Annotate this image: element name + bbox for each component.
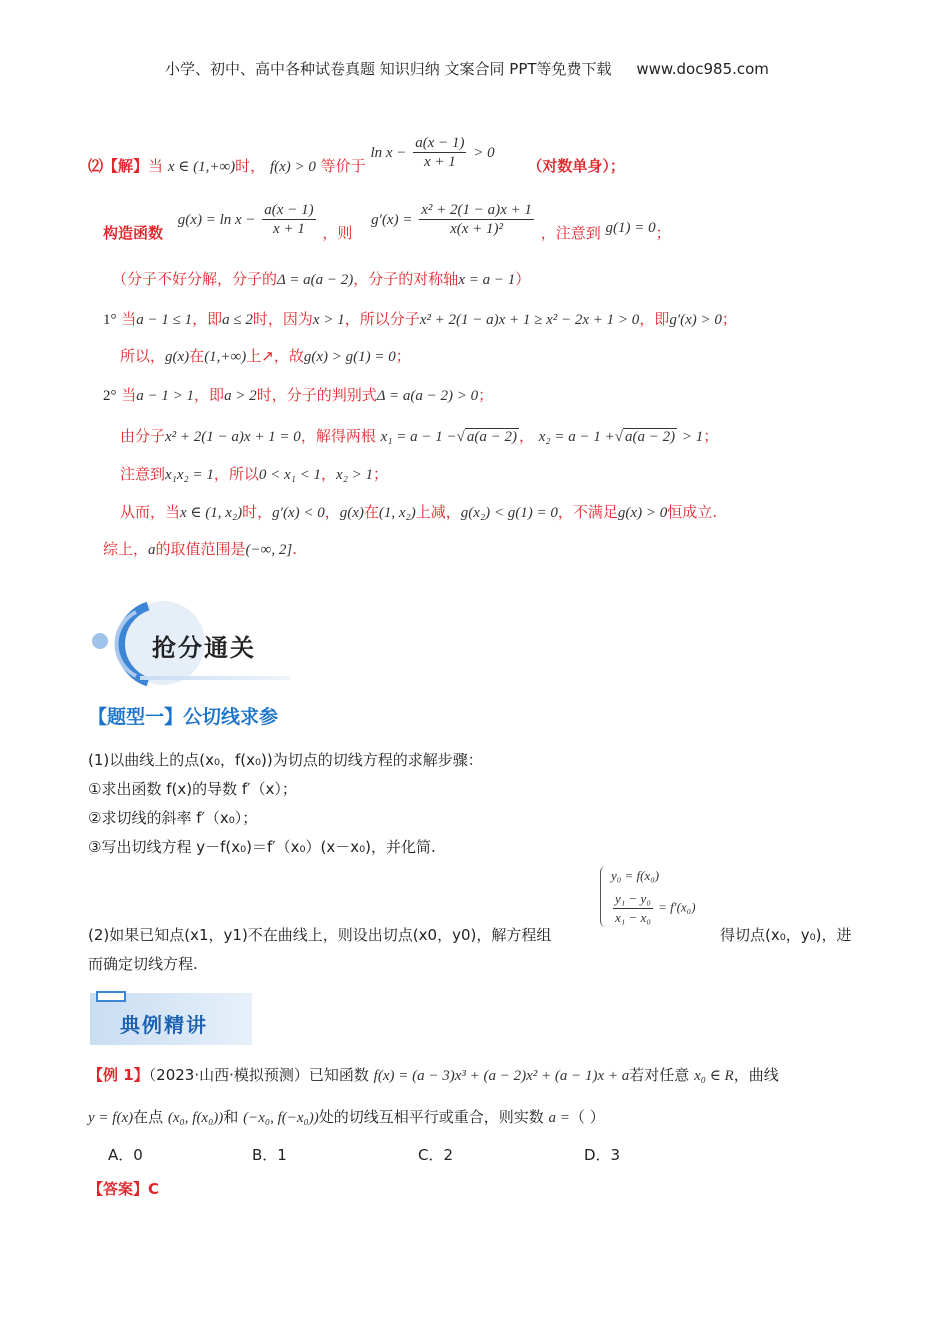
math: > 1: [681, 429, 704, 445]
math: a ≤ 2: [222, 312, 253, 328]
equation-system: [600, 866, 696, 927]
math: ln x −: [370, 145, 407, 161]
math: g′(x) > 0: [669, 312, 722, 328]
text: ；: [478, 386, 494, 404]
equation-brace: [600, 866, 696, 927]
math: = f′(x₀): [658, 899, 696, 915]
text: ，不满足: [557, 503, 618, 521]
math: x = a − 1: [458, 272, 516, 288]
type1-step1: ①求出函数 f(x)的导数 f′（x）；: [88, 780, 297, 798]
math: a(a − 2): [466, 429, 517, 445]
solution-line-1: [88, 135, 625, 185]
header-text: 小学、初中、高中各种试卷真题 知识归纳 文案合同 PPT等免费下载: [165, 60, 612, 78]
text: 的取值范围是: [155, 540, 246, 558]
math: (x₀, f(x₀)): [167, 1110, 224, 1126]
type1-p2c: 而确定切线方程.: [88, 955, 198, 973]
text: 注意到: [120, 465, 166, 483]
numerator: a(x − 1): [415, 135, 465, 151]
section-banner: [88, 598, 298, 688]
math: x ∈ (1,+∞): [167, 159, 236, 175]
math: x₂ = a − 1 +: [538, 429, 615, 445]
math: (1,+∞): [204, 349, 247, 365]
text: 时，: [242, 503, 273, 521]
example1-line1: [88, 1064, 779, 1085]
g-derivative: [371, 201, 536, 238]
text: ，即: [639, 310, 670, 328]
option-d[interactable]: D．3: [584, 1146, 621, 1164]
math: g(x) > 0: [617, 505, 668, 521]
text: （2023·山西·模拟预测）已知函数: [148, 1066, 369, 1084]
text: 时，: [235, 157, 266, 175]
math: a > 2: [224, 388, 257, 404]
text: ，: [518, 427, 534, 445]
log-inequality: [370, 134, 494, 171]
text: 由分子: [120, 427, 166, 445]
math: f(x) > 0: [269, 159, 316, 175]
case-mark: 2°: [103, 388, 117, 404]
denominator: x + 1: [273, 221, 305, 237]
example-banner: [90, 993, 252, 1045]
text: 构造函数: [103, 224, 164, 242]
math: x₂ > 1: [336, 467, 374, 483]
case-2-contradiction: [120, 501, 717, 522]
g-definition: [178, 201, 318, 238]
math: a(a − 2): [625, 429, 676, 445]
type1-step2: ②求切线的斜率 f′（x₀）；: [88, 809, 258, 827]
numerator: y₁ − y₀: [613, 890, 653, 909]
text: 若对任意: [629, 1066, 690, 1084]
text: 当: [121, 310, 137, 328]
banner-title: 抢分通关: [152, 634, 256, 662]
text: ，曲线: [733, 1066, 779, 1084]
text: ；: [655, 224, 671, 242]
text: 恒成立.: [667, 503, 717, 521]
sqrt-symbol: √: [456, 429, 465, 445]
text: .: [292, 540, 297, 558]
math: g(x) > g(1) = 0: [303, 349, 396, 365]
text: ；: [703, 427, 719, 445]
text: 处的切线互相平行或重合，则实数: [318, 1108, 544, 1126]
math: g(1) = 0: [605, 220, 656, 236]
text: 当: [121, 386, 137, 404]
text: ，解得两根: [300, 427, 376, 445]
text: ，所以: [213, 465, 259, 483]
math: a − 1 ≤ 1: [136, 312, 193, 328]
type1-p2a: (2)如果已知点(x1，y1)不在曲线上，则设出切点(x0，y0)，解方程组: [88, 926, 552, 944]
math: x² + 2(1 − a)x + 1 ≥ x² − 2x + 1 > 0: [419, 312, 640, 328]
fraction: [413, 134, 466, 171]
equation-2: [611, 890, 696, 927]
math: x ∈ (1, x₂): [180, 505, 243, 521]
text: ，注意到: [540, 224, 601, 242]
text: ，即: [192, 310, 223, 328]
math: y = f(x): [88, 1110, 134, 1126]
fraction: [613, 890, 653, 927]
fraction: [262, 201, 315, 238]
math: a =: [548, 1110, 570, 1126]
case-1-line: [103, 308, 737, 329]
sqrt-symbol: √: [614, 429, 623, 445]
text: 在: [189, 347, 205, 365]
option-c[interactable]: C．2: [418, 1146, 454, 1164]
page-header: [165, 58, 769, 79]
fraction: [419, 201, 534, 238]
numerator: x² + 2(1 − a)x + 1: [421, 202, 532, 218]
text: 时，因为: [252, 310, 313, 328]
equation-1: y₀ = f(x₀): [611, 868, 660, 883]
example-label: 【例 1】: [88, 1066, 149, 1084]
type1-title: 【题型一】公切线求参: [88, 706, 279, 728]
math: x₁ = a − 1 −: [380, 429, 457, 445]
conclusion: [103, 538, 297, 559]
math: 0 < x₁ < 1: [258, 467, 322, 483]
math: g(x) = ln x −: [177, 212, 256, 228]
text: 上↗，故: [246, 347, 304, 365]
denominator: x + 1: [423, 154, 456, 170]
text: 时，分子的判别式: [256, 386, 377, 404]
header-url[interactable]: www.doc985.com: [636, 60, 769, 78]
note: （对数单身）；: [527, 157, 625, 175]
text: ，则: [322, 224, 353, 242]
text: ；: [373, 465, 389, 483]
text: 和: [223, 1108, 239, 1126]
text: （分子不好分解，分子的: [112, 270, 278, 288]
text: ，: [321, 465, 337, 483]
text: ，所以分子: [344, 310, 420, 328]
example1-line2: [88, 1106, 605, 1127]
text: 从而，当: [120, 503, 181, 521]
case-2-product: [120, 463, 388, 484]
math: x > 1: [312, 312, 345, 328]
math: x₀ ∈ R: [694, 1068, 734, 1084]
math: f(x) = (a − 3)x³ + (a − 2)x² + (a − 1)x + a: [373, 1068, 630, 1084]
math: (−∞, 2]: [245, 542, 293, 558]
type1-p2b: 得切点(x₀，y₀)，进: [720, 926, 852, 944]
text: ，分子的对称轴: [353, 270, 459, 288]
option-a[interactable]: A．0: [108, 1146, 143, 1164]
text: 在: [363, 503, 379, 521]
math: g′(x) =: [371, 212, 413, 228]
option-b[interactable]: B．1: [252, 1146, 287, 1164]
case-mark: 1°: [103, 312, 117, 328]
type1-p1: (1)以曲线上的点(x₀，f(x₀))为切点的切线方程的求解步骤：: [88, 751, 483, 769]
math: Δ = a(a − 2) > 0: [376, 388, 479, 404]
math: Δ = a(a − 2): [277, 272, 354, 288]
denominator: x₁ − x₀: [615, 910, 651, 925]
numerator: a(x − 1): [264, 202, 314, 218]
answer: 【答案】C: [88, 1180, 160, 1198]
case-2-roots: [120, 425, 718, 446]
solution-line-3: [112, 268, 530, 289]
example-banner-title: 典例精讲: [120, 1013, 208, 1037]
math: (1, x₂): [378, 505, 416, 521]
math: g(x): [165, 349, 190, 365]
solution-line-2: [103, 195, 671, 242]
text: 在点: [133, 1108, 164, 1126]
text: ）: [515, 270, 531, 288]
case-2-line: [103, 384, 493, 405]
text: ，: [324, 503, 340, 521]
type1-step3: ③写出切线方程 y－f(x₀)＝f′（x₀）(x－x₀)，并化简.: [88, 838, 436, 856]
math: > 0: [473, 145, 495, 161]
text: （ ）: [569, 1108, 605, 1126]
math: a − 1 > 1: [136, 388, 195, 404]
text: 所以，: [120, 347, 166, 365]
math: x² + 2(1 − a)x + 1 = 0: [165, 429, 301, 445]
case-1-conclusion: [120, 345, 411, 366]
math: g(x₂) < g(1) = 0: [460, 505, 558, 521]
denominator: x(x + 1)²: [450, 221, 504, 237]
text: ，即: [194, 386, 225, 404]
text: ；: [721, 310, 737, 328]
math: a: [148, 542, 156, 558]
math: g(x): [339, 505, 364, 521]
banner-tab-icon: [96, 991, 126, 1002]
math: g′(x) < 0: [272, 505, 325, 521]
text: 当: [148, 157, 164, 175]
text: 上减，: [415, 503, 461, 521]
text: ；: [395, 347, 411, 365]
text: 综上，: [103, 540, 149, 558]
part2-label: ⑵【解】: [88, 157, 149, 175]
math: x₁x₂ = 1: [165, 467, 214, 483]
math: (−x₀, f(−x₀)): [243, 1110, 319, 1126]
text: 等价于: [320, 157, 366, 175]
